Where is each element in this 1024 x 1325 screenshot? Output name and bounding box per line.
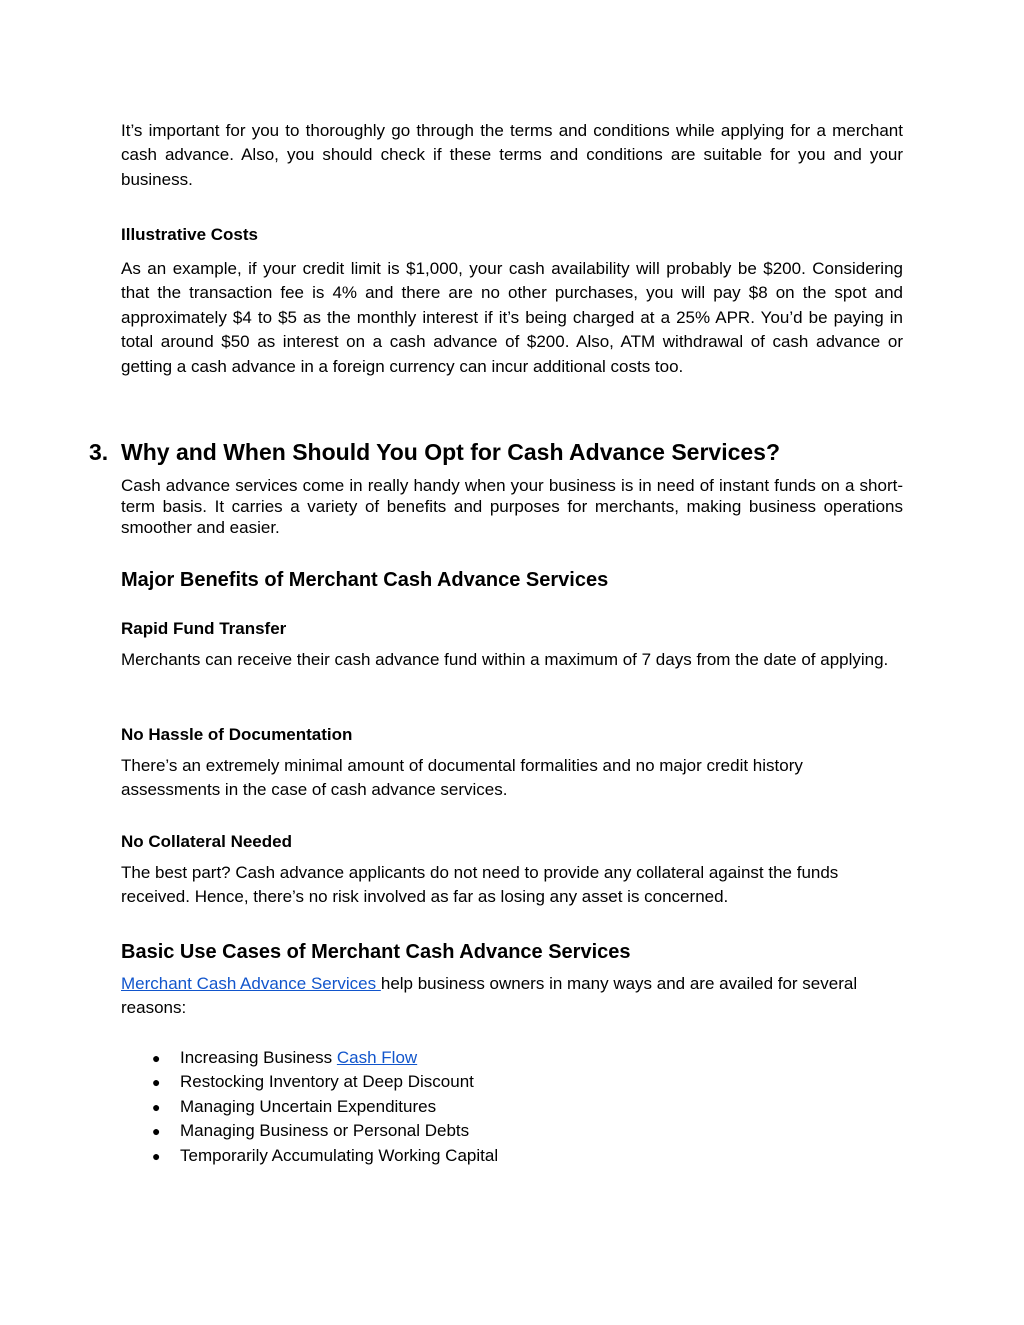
benefit-text: The best part? Cash advance applicants do not need to provide any collateral against the funds received. Hence, there’s no risk involved as far as losing any asset is concerned. [121,863,839,907]
list-item [148,1070,888,1094]
section-title: Why and When Should You Opt for Cash Advance Services? [121,439,781,465]
bullet-icon: ● [152,1098,161,1115]
section-3-paragraph: Cash advance services come in really handy when your business is in need of instant funds on a short-term basis. It carries a variety of benefits and purposes for merchants, making business operations smoother and easier. [121,476,903,537]
section-3-heading [89,437,909,467]
benefit-title: Rapid Fund Transfer [121,619,287,638]
use-cases-paragraph [121,972,903,1021]
bullet-icon: ● [152,1123,161,1140]
use-cases-text: help business owners in many ways and are availed for several reasons: [121,974,858,1018]
benefits-heading: Major Benefits of Merchant Cash Advance Services [121,569,609,591]
list-item-text: Temporarily Accumulating Working Capital [180,1145,499,1165]
list-item [148,1144,888,1168]
use-cases-heading: Basic Use Cases of Merchant Cash Advance Services [121,941,631,963]
benefit-title: No Hassle of Documentation [121,725,353,744]
illustrative-costs-paragraph: As an example, if your credit limit is $1,000, your cash availability will probably be $200. Considering that the transaction fee is 4% and there are no other purchases, you will pay $8 on the spot and approximately $4 to $5 as the monthly interest if it’s being charged at a 25% APR. You’d be paying in total around $50 as interest on a cash advance of $200. Also, ATM withdrawal of cash advance or getting a cash advance in a foreign currency can incur additional costs too. [121,259,903,376]
list-item-text: Managing Business or Personal Debts [180,1121,470,1141]
benefit-text: There’s an extremely minimal amount of documental formalities and no major credit history assessments in the case of cash advance services. [121,756,803,800]
benefit-text: Merchants can receive their cash advance fund within a maximum of 7 days from the date of applying. [121,650,889,669]
benefit-title: No Collateral Needed [121,832,292,851]
list-item-text: Restocking Inventory at Deep Discount [180,1072,474,1092]
intro-paragraph: It’s important for you to thoroughly go through the terms and conditions while applying for a merchant cash advance. Also, you should check if these terms and conditions are suitable for you and your business. [121,121,903,189]
illustrative-costs-heading: Illustrative Costs [121,225,258,244]
list-item-text: Managing Uncertain Expenditures [180,1096,437,1116]
list-item [148,1046,888,1070]
bullet-icon: ● [152,1050,161,1066]
merchant-cash-advance-services-link[interactable]: Merchant Cash Advance Services [121,974,381,993]
cash-flow-link[interactable]: Cash Flow [336,1048,418,1067]
use-cases-list [148,1046,888,1168]
list-item [148,1095,888,1119]
list-item [148,1119,888,1143]
list-item-text: Increasing Business [180,1048,337,1067]
bullet-icon: ● [152,1074,161,1091]
section-number: 3. [89,439,109,465]
bullet-icon: ● [152,1147,161,1164]
